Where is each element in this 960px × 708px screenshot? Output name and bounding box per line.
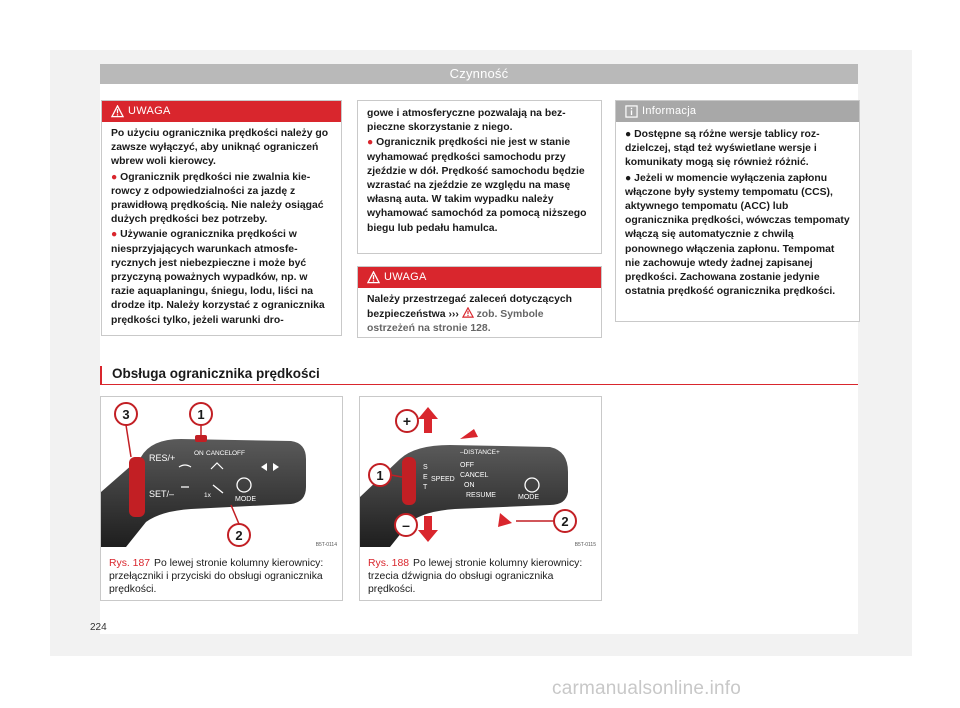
warning-triangle-icon bbox=[462, 307, 474, 318]
on-label: ON bbox=[464, 482, 475, 489]
marker-label: 2 bbox=[235, 528, 243, 543]
info-item bbox=[625, 172, 850, 300]
marker-label: – bbox=[402, 517, 410, 533]
info-icon bbox=[625, 105, 638, 118]
distance-label: –DISTANCE+ bbox=[460, 449, 500, 456]
bullet-icon: ● bbox=[111, 229, 121, 241]
e-label: E bbox=[423, 474, 428, 481]
marker-label: 1 bbox=[197, 407, 205, 422]
section-title: Obsługa ogranicznika prędkości bbox=[112, 366, 320, 381]
figure-label: Rys. 187 bbox=[109, 558, 151, 569]
cancel-label: CANCEL bbox=[460, 472, 489, 479]
watermark: carmanualsonline.info bbox=[552, 678, 742, 699]
warning-triangle-icon bbox=[111, 105, 124, 118]
warning-text bbox=[367, 293, 592, 337]
warning-label: UWAGA bbox=[384, 271, 427, 283]
warning-header bbox=[102, 101, 341, 122]
info-item-text: Jeżeli w momencie wyłączenia zapłonu włączone były systemy tempomatu (CCS), aktywnego tempomatu (ACC) lub ogranicznika prędkości, wówczas tempomaty włączą się automatycznie z chwilą ponownego włączenia zapłonu. Tempomat nie zachowuje wtedy żadnej zapisanej prędkości. Zachowana zostanie jedynie ostatnia prędkość ogranicznika prędkości. bbox=[625, 172, 850, 298]
figure-caption bbox=[109, 557, 334, 597]
cross-reference-link[interactable]: zob. Symbole ostrzeżeń na stronie 128. bbox=[367, 309, 544, 335]
section-accent bbox=[100, 366, 102, 385]
caption-text: Po lewej stronie kolumny kierownicy: przełączniki i przyciski do obsługi ogranicznika prędkości. bbox=[109, 558, 324, 596]
info-box bbox=[615, 100, 860, 322]
warning-text-main: Należy przestrzegać zaleceń dotyczących bezpieczeństwa bbox=[367, 294, 573, 321]
res-label: RES/+ bbox=[149, 453, 176, 463]
mode-label: MODE bbox=[235, 496, 256, 503]
bullet-icon: ● bbox=[367, 137, 377, 149]
mode-label: MODE bbox=[518, 494, 539, 501]
stalk-illustration-2 bbox=[360, 397, 601, 549]
cancel-label: CANCEL bbox=[206, 450, 233, 457]
arrow-down-icon bbox=[418, 516, 438, 542]
warning-box-2 bbox=[357, 266, 602, 338]
warning-label: UWAGA bbox=[128, 105, 171, 117]
figure-188 bbox=[359, 396, 602, 601]
arrow-back-icon bbox=[498, 513, 512, 527]
marker-label: 3 bbox=[122, 407, 130, 422]
figure-187 bbox=[100, 396, 343, 601]
bullet-icon: ● bbox=[625, 129, 635, 140]
caption-text: Po lewej stronie kolumny kierownicy: trzecia dźwignia do obsługi ogranicznika prędkości. bbox=[368, 558, 583, 596]
figure-code: B5T-0114 bbox=[315, 542, 337, 548]
warning-header bbox=[358, 267, 601, 288]
warning-item-text: Ogranicznik prędkości nie jest w stanie wyhamować prędkości samochodu przy zjeździe w dół. Prędkość samochodu będzie wzrastać na zjeździe ze względu na masę własną auta. W takim wypadku należy wyhamować samochód za pomocą niższego biegu lub pedału hamulca. bbox=[367, 137, 587, 234]
info-item-text: Dostępne są różne wersje tablicy rozdzielczej, stąd też wyświetlane wersje i komunikaty mogą się również różnić. bbox=[625, 129, 820, 169]
warning-cont-text: gowe i atmosferyczne pozwalają na bezpieczne skorzystanie z niego. bbox=[367, 108, 566, 134]
marker-label: + bbox=[402, 413, 412, 429]
figure-caption bbox=[368, 557, 593, 597]
warning-item bbox=[367, 136, 592, 235]
warning-box-continued bbox=[357, 100, 602, 254]
warning-item bbox=[111, 228, 332, 327]
info-item bbox=[625, 128, 850, 171]
stalk-illustration-1 bbox=[101, 397, 342, 549]
info-label: Informacja bbox=[642, 105, 697, 117]
figure-code: B5T-0115 bbox=[574, 542, 596, 548]
section-divider bbox=[100, 384, 858, 385]
x1-label: 1x bbox=[204, 492, 211, 499]
t-label: T bbox=[423, 484, 428, 491]
arrow-up-icon bbox=[418, 407, 438, 433]
on-label: ON bbox=[194, 450, 204, 457]
switch-highlight bbox=[195, 435, 207, 442]
warning-intro: Po użyciu ogranicznika prędkości należy go zawsze wyłączyć, aby uniknąć ograniczeń wbrew woli kierowcy. bbox=[111, 128, 329, 168]
warning-item-text: Ogranicznik prędkości nie zwalnia kierowcy z odpowiedzialności za jazdę z prawidłową prędkością. Nie należy osiągać dużych prędkości bez potrzeby. bbox=[111, 171, 324, 226]
off-label: OFF bbox=[460, 462, 474, 469]
bullet-icon: ● bbox=[111, 171, 121, 183]
page-header: Czynność bbox=[100, 64, 858, 84]
speed-label: SPEED bbox=[431, 476, 455, 483]
figure-label: Rys. 188 bbox=[368, 558, 410, 569]
resume-label: RESUME bbox=[466, 492, 496, 499]
warning-item bbox=[111, 171, 332, 228]
warning-box-1 bbox=[101, 100, 342, 336]
marker-label: 1 bbox=[376, 468, 384, 483]
set-label: SET/– bbox=[149, 489, 175, 499]
arrow-forward-icon bbox=[460, 429, 478, 439]
warning-item-text: Używanie ogranicznika prędkości w niesprzyjających warunkach atmosferycznych jest niebezpieczne i może być przyczyną poważnych wypadków, np. w razie aquaplaningu, śniegu, lodu, liści na drodze itp. Należy korzystać z ogranicznika prędkości tylko, jeżeli warunki dro- bbox=[111, 229, 325, 326]
off-label: OFF bbox=[232, 450, 245, 457]
arrows-icon: ››› bbox=[448, 309, 459, 321]
lever-tip-highlight bbox=[129, 457, 145, 517]
warning-triangle-icon bbox=[367, 271, 380, 284]
page-number: 224 bbox=[90, 622, 107, 633]
lever-tip-highlight bbox=[402, 457, 416, 505]
marker-label: 2 bbox=[561, 514, 569, 529]
bullet-icon: ● bbox=[625, 172, 635, 184]
s-label: S bbox=[423, 464, 428, 471]
info-header bbox=[616, 101, 859, 122]
